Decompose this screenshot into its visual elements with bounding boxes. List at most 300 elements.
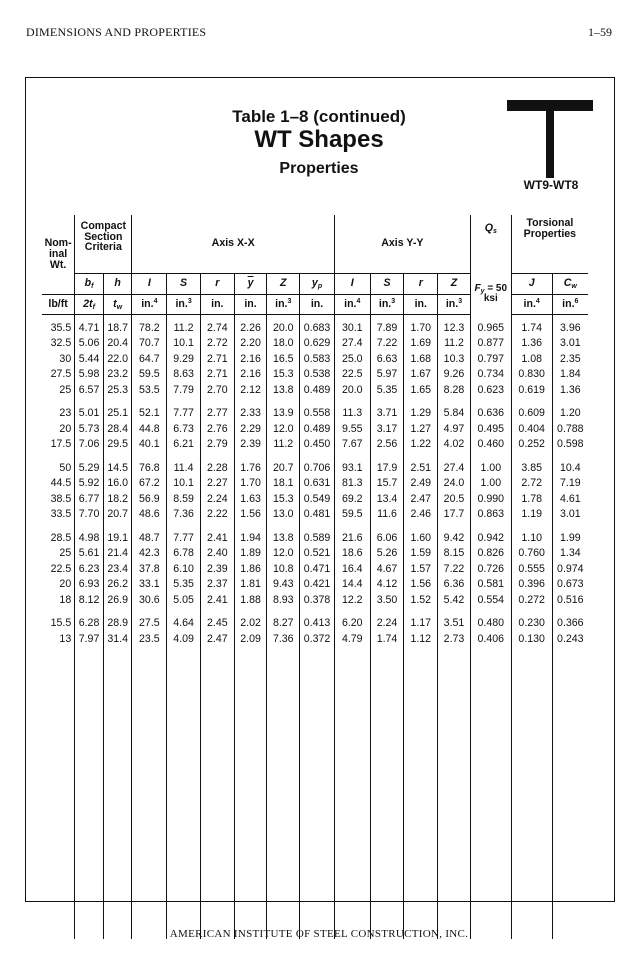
- table-cell: 21.6: [334, 531, 370, 547]
- table-cell: 2.74: [200, 321, 234, 337]
- table-cell: 7.22: [438, 562, 471, 578]
- table-cell: 0.450: [300, 437, 335, 453]
- table-cell: 8.15: [438, 546, 471, 562]
- table-cell: 11.3: [334, 406, 370, 422]
- table-cell: 5.98: [75, 367, 104, 383]
- compact-section-header: Compact Section Criteria: [75, 215, 132, 273]
- table-cell: 4.71: [75, 321, 104, 337]
- table-cell: 2.12: [234, 383, 267, 399]
- rx-symbol: r: [200, 273, 234, 294]
- table-cell: 1.27: [404, 422, 438, 438]
- table-cell: 23.2: [103, 367, 132, 383]
- table-cell: 6.10: [167, 562, 201, 578]
- table-cell: 4.98: [75, 531, 104, 547]
- table-cell: 1.86: [234, 562, 267, 578]
- table-cell: 0.538: [300, 367, 335, 383]
- table-cell: 0.130: [511, 632, 552, 648]
- j-unit: in.$^4$: [511, 294, 552, 314]
- table-cell: 0.636: [470, 406, 511, 422]
- table-cell: 20.5: [438, 492, 471, 508]
- table-cell: 16.4: [334, 562, 370, 578]
- table-cell: 27.4: [438, 461, 471, 477]
- table-cell: 2.39: [200, 562, 234, 578]
- ry-unit: in.: [404, 294, 438, 314]
- table-cell: 21.4: [103, 546, 132, 562]
- table-cell: 15.3: [267, 367, 300, 383]
- table-cell: 7.67: [334, 437, 370, 453]
- table-cell: 16.5: [267, 352, 300, 368]
- table-cell: 2.71: [200, 367, 234, 383]
- zx-unit: in.$^3$: [267, 294, 300, 314]
- sx-unit: in.$^3$: [167, 294, 201, 314]
- table-cell: 0.734: [470, 367, 511, 383]
- table-cell: 2.72: [511, 476, 552, 492]
- table-cell: 31.4: [103, 632, 132, 648]
- table-cell: 2.49: [404, 476, 438, 492]
- table-cell: 1.88: [234, 593, 267, 609]
- table-cell: 30: [59, 352, 72, 365]
- table-fill: [42, 655, 588, 939]
- table-cell: 5.35: [370, 383, 404, 399]
- table-cell: 20: [59, 422, 72, 435]
- table-cell: 3.51: [438, 616, 471, 632]
- table-cell: 25: [59, 547, 72, 560]
- table-cell: 12.0: [267, 546, 300, 562]
- table-cell: 9.43: [267, 577, 300, 593]
- table-cell: 4.09: [167, 632, 201, 648]
- zx-symbol: Z: [267, 273, 300, 294]
- table-cell: 0.583: [300, 352, 335, 368]
- table-cell: 5.26: [370, 546, 404, 562]
- table-row: [42, 546, 588, 562]
- table-cell: 28.9: [103, 616, 132, 632]
- table-cell: 2.47: [200, 632, 234, 648]
- table-cell: 0.471: [300, 562, 335, 578]
- table-cell: 17.5: [50, 438, 72, 451]
- table-cell: 0.372: [300, 632, 335, 648]
- table-cell: 5.84: [438, 406, 471, 422]
- table-cell: 0.521: [300, 546, 335, 562]
- ybar-symbol: $\overline{y}$: [234, 273, 267, 294]
- sx-symbol: S: [167, 273, 201, 294]
- j-symbol: J: [511, 273, 552, 294]
- table-cell: 6.57: [75, 383, 104, 399]
- table-cell: 44.8: [132, 422, 167, 438]
- table-cell: 2.77: [200, 406, 234, 422]
- table-cell: 13.9: [267, 406, 300, 422]
- table-cell: 20.7: [103, 507, 132, 523]
- table-cell: 1.81: [234, 577, 267, 593]
- table-cell: 2.33: [234, 406, 267, 422]
- table-cell: 2.45: [200, 616, 234, 632]
- table-cell: 2.20: [234, 336, 267, 352]
- table-cell: 2.37: [200, 577, 234, 593]
- table-cell: 6.21: [167, 437, 201, 453]
- group-spacer: [42, 608, 588, 616]
- table-cell: 13.8: [267, 383, 300, 399]
- running-head: DIMENSIONS AND PROPERTIES: [26, 25, 207, 39]
- table-cell: 0.516: [552, 593, 588, 609]
- table-cell: 1.36: [552, 383, 588, 399]
- group-spacer: [42, 647, 588, 655]
- table-cell: 14.4: [334, 577, 370, 593]
- cw-symbol: $C_w$: [552, 273, 588, 294]
- table-cell: 10.3: [438, 352, 471, 368]
- table-cell: 38.5: [50, 492, 72, 505]
- table-cell: 2.79: [200, 437, 234, 453]
- table-row: [42, 461, 588, 477]
- iy-symbol: I: [334, 273, 370, 294]
- table-cell: 18.0: [267, 336, 300, 352]
- table-cell: 0.965: [470, 321, 511, 337]
- table-cell: 2.70: [200, 383, 234, 399]
- table-cell: 1.12: [404, 632, 438, 648]
- table-cell: 6.73: [167, 422, 201, 438]
- table-row: [42, 352, 588, 368]
- table-cell: 6.20: [334, 616, 370, 632]
- table-cell: 0.406: [470, 632, 511, 648]
- bf-2tf-unit: $2t_f$: [75, 294, 104, 314]
- table-cell: 20.7: [267, 461, 300, 477]
- table-cell: 27.5: [132, 616, 167, 632]
- table-row: [42, 336, 588, 352]
- table-cell: 7.22: [370, 336, 404, 352]
- table-cell: 1.74: [370, 632, 404, 648]
- table-cell: 22.0: [103, 352, 132, 368]
- table-cell: 50: [59, 461, 72, 474]
- table-cell: 5.05: [167, 593, 201, 609]
- table-cell: 0.489: [300, 383, 335, 399]
- table-cell: 1.52: [404, 593, 438, 609]
- table-cell: 27.4: [334, 336, 370, 352]
- table-cell: 37.8: [132, 562, 167, 578]
- wt-shape-icon: [507, 100, 593, 178]
- table-cell: 7.36: [267, 632, 300, 648]
- table-cell: 1.76: [234, 461, 267, 477]
- sy-symbol: S: [370, 273, 404, 294]
- table-subtitle: Properties: [279, 160, 359, 177]
- table-cell: 7.77: [167, 531, 201, 547]
- table-cell: 1.60: [404, 531, 438, 547]
- table-cell: 33.1: [132, 577, 167, 593]
- table-cell: 1.20: [552, 406, 588, 422]
- table-row: [42, 321, 588, 337]
- table-cell: 0.797: [470, 352, 511, 368]
- table-cell: 7.06: [75, 437, 104, 453]
- wt-unit: lb/ft: [42, 294, 75, 314]
- table-cell: 0.863: [470, 507, 511, 523]
- table-cell: 2.41: [200, 593, 234, 609]
- table-cell: 8.59: [167, 492, 201, 508]
- table-cell: 0.555: [511, 562, 552, 578]
- zy-symbol: Z: [438, 273, 471, 294]
- table-cell: 0.230: [511, 616, 552, 632]
- table-body: [42, 314, 588, 939]
- table-cell: 40.1: [132, 437, 167, 453]
- table-cell: 1.56: [404, 577, 438, 593]
- table-cell: 1.19: [511, 507, 552, 523]
- table-cell: 3.96: [552, 321, 588, 337]
- table-cell: 2.24: [200, 492, 234, 508]
- table-cell: 2.16: [234, 352, 267, 368]
- table-cell: 27.5: [50, 368, 72, 381]
- table-cell: 9.29: [167, 352, 201, 368]
- table-cell: 1.57: [404, 562, 438, 578]
- table-cell: 0.589: [300, 531, 335, 547]
- table-cell: 0.877: [470, 336, 511, 352]
- table-cell: 2.16: [234, 367, 267, 383]
- table-cell: 7.70: [75, 507, 104, 523]
- group-spacer: [42, 453, 588, 461]
- table-cell: 12.3: [438, 321, 471, 337]
- table-cell: 59.5: [334, 507, 370, 523]
- table-cell: 67.2: [132, 476, 167, 492]
- table-cell: 11.2: [267, 437, 300, 453]
- table-cell: 4.61: [552, 492, 588, 508]
- axis-xx-header: Axis X-X: [132, 215, 334, 273]
- table-cell: 19.1: [103, 531, 132, 547]
- table-cell: 0.378: [300, 593, 335, 609]
- table-cell: 23.5: [132, 632, 167, 648]
- table-cell: 35.5: [50, 321, 72, 334]
- table-cell: 0.252: [511, 437, 552, 453]
- table-row: [42, 422, 588, 438]
- ix-unit: in.$^4$: [132, 294, 167, 314]
- table-cell: 8.63: [167, 367, 201, 383]
- table-cell: 0.581: [470, 577, 511, 593]
- table-cell: 22.5: [50, 562, 72, 575]
- table-cell: 4.64: [167, 616, 201, 632]
- table-cell: 70.7: [132, 336, 167, 352]
- table-cell: 20.4: [103, 336, 132, 352]
- table-cell: 2.26: [234, 321, 267, 337]
- table-cell: 78.2: [132, 321, 167, 337]
- bf-symbol: $b_f$: [75, 273, 104, 294]
- table-cell: 1.74: [511, 321, 552, 337]
- table-cell: 13.4: [370, 492, 404, 508]
- table-cell: 42.3: [132, 546, 167, 562]
- table-cell: 8.27: [267, 616, 300, 632]
- table-cell: 10.1: [167, 336, 201, 352]
- table-cell: 13.8: [267, 531, 300, 547]
- table-cell: 32.5: [50, 337, 72, 350]
- table-cell: 0.706: [300, 461, 335, 477]
- table-cell: 69.2: [334, 492, 370, 508]
- zy-unit: in.$^3$: [438, 294, 471, 314]
- table-cell: 1.84: [552, 367, 588, 383]
- table-cell: 11.4: [167, 461, 201, 477]
- table-cell: 18.7: [103, 321, 132, 337]
- table-cell: 23.4: [103, 562, 132, 578]
- table-row: [42, 437, 588, 453]
- qs-header: $Q_s$: [470, 215, 511, 273]
- table-cell: 64.7: [132, 352, 167, 368]
- table-cell: 0.489: [300, 422, 335, 438]
- table-cell: 0.623: [470, 383, 511, 399]
- table-cell: 1.70: [234, 476, 267, 492]
- table-cell: 2.51: [404, 461, 438, 477]
- table-cell: 0.826: [470, 546, 511, 562]
- table-cell: 4.67: [370, 562, 404, 578]
- table-cell: 5.29: [75, 461, 104, 477]
- table-cell: 7.19: [552, 476, 588, 492]
- table-cell: 2.35: [552, 352, 588, 368]
- table-cell: 0.673: [552, 577, 588, 593]
- table-cell: 2.28: [200, 461, 234, 477]
- table-cell: 7.36: [167, 507, 201, 523]
- table-row: [42, 577, 588, 593]
- table-cell: 18.1: [267, 476, 300, 492]
- table-cell: 1.10: [511, 531, 552, 547]
- table-cell: 29.5: [103, 437, 132, 453]
- table-cell: 1.56: [234, 507, 267, 523]
- table-cell: 17.9: [370, 461, 404, 477]
- table-cell: 25: [59, 383, 72, 396]
- table-cell: 25.3: [103, 383, 132, 399]
- table-cell: 1.00: [470, 476, 511, 492]
- table-title: Table 1–8 (continued): [232, 107, 406, 126]
- table-row: [42, 492, 588, 508]
- table-cell: 7.89: [370, 321, 404, 337]
- ry-symbol: r: [404, 273, 438, 294]
- table-cell: 0.366: [552, 616, 588, 632]
- table-cell: 1.99: [552, 531, 588, 547]
- table-cell: 5.44: [75, 352, 104, 368]
- table-cell: 0.396: [511, 577, 552, 593]
- table-cell: 0.631: [300, 476, 335, 492]
- table-cell: 1.34: [552, 546, 588, 562]
- table-cell: 48.6: [132, 507, 167, 523]
- table-cell: 6.63: [370, 352, 404, 368]
- table-cell: 13.0: [267, 507, 300, 523]
- table-cell: 0.619: [511, 383, 552, 399]
- table-cell: 9.55: [334, 422, 370, 438]
- table-cell: 15.5: [50, 617, 72, 630]
- table-cell: 10.8: [267, 562, 300, 578]
- h-symbol: h: [103, 273, 132, 294]
- table-cell: 2.22: [200, 507, 234, 523]
- table-cell: 1.65: [404, 383, 438, 399]
- table-cell: 2.02: [234, 616, 267, 632]
- table-cell: 18.6: [334, 546, 370, 562]
- table-cell: 7.79: [167, 383, 201, 399]
- table-cell: 0.598: [552, 437, 588, 453]
- table-cell: 5.61: [75, 546, 104, 562]
- table-cell: 93.1: [334, 461, 370, 477]
- table-cell: 5.35: [167, 577, 201, 593]
- group-spacer: [42, 398, 588, 406]
- table-cell: 23: [59, 407, 72, 420]
- table-cell: 33.5: [50, 508, 72, 521]
- table-cell: 2.71: [200, 352, 234, 368]
- table-cell: 2.39: [234, 437, 267, 453]
- table-cell: 2.09: [234, 632, 267, 648]
- table-cell: 9.26: [438, 367, 471, 383]
- table-cell: 26.2: [103, 577, 132, 593]
- table-cell: 11.6: [370, 507, 404, 523]
- table-cell: 10.4: [552, 461, 588, 477]
- table-cell: 1.69: [404, 336, 438, 352]
- table-cell: 5.01: [75, 406, 104, 422]
- table-cell: 2.72: [200, 336, 234, 352]
- table-cell: 0.480: [470, 616, 511, 632]
- table-cell: 0.830: [511, 367, 552, 383]
- table-cell: 2.24: [370, 616, 404, 632]
- page-number: 1–59: [588, 25, 612, 39]
- table-cell: 8.93: [267, 593, 300, 609]
- table-cell: 0.788: [552, 422, 588, 438]
- table-cell: 56.9: [132, 492, 167, 508]
- table-cell: 1.78: [511, 492, 552, 508]
- table-cell: 0.974: [552, 562, 588, 578]
- table-cell: 3.01: [552, 336, 588, 352]
- table-cell: 15.7: [370, 476, 404, 492]
- page-footer: AMERICAN INSTITUTE OF STEEL CONSTRUCTION, INC.: [169, 928, 469, 940]
- table-cell: 0.629: [300, 336, 335, 352]
- table-cell: 13: [59, 632, 72, 645]
- table-row: [42, 562, 588, 578]
- ix-symbol: I: [132, 273, 167, 294]
- table-cell: 1.17: [404, 616, 438, 632]
- table-cell: 17.7: [438, 507, 471, 523]
- table-cell: 76.8: [132, 461, 167, 477]
- table-cell: 11.2: [438, 336, 471, 352]
- table-cell: 18.2: [103, 492, 132, 508]
- table-cell: 6.93: [75, 577, 104, 593]
- table-cell: 20.0: [267, 321, 300, 337]
- table-cell: 2.29: [234, 422, 267, 438]
- sy-unit: in.$^3$: [370, 294, 404, 314]
- table-cell: 4.97: [438, 422, 471, 438]
- table-cell: 1.36: [511, 336, 552, 352]
- table-cell: 1.08: [511, 352, 552, 368]
- table-cell: 0.726: [470, 562, 511, 578]
- table-cell: 6.36: [438, 577, 471, 593]
- table-cell: 3.01: [552, 507, 588, 523]
- table-cell: 0.413: [300, 616, 335, 632]
- table-cell: 26.9: [103, 593, 132, 609]
- table-cell: 0.460: [470, 437, 511, 453]
- table-cell: 1.29: [404, 406, 438, 422]
- table-cell: 53.5: [132, 383, 167, 399]
- table-cell: 28.4: [103, 422, 132, 438]
- table-cell: 3.17: [370, 422, 404, 438]
- table-cell: 15.3: [267, 492, 300, 508]
- table-row: [42, 616, 588, 632]
- table-row: [42, 632, 588, 648]
- table-cell: 20.0: [334, 383, 370, 399]
- table-cell: 22.5: [334, 367, 370, 383]
- rx-unit: in.: [200, 294, 234, 314]
- symbol-row: [42, 273, 588, 294]
- table-cell: 2.27: [200, 476, 234, 492]
- header-group-row: [42, 215, 588, 273]
- table-row: [42, 383, 588, 399]
- shape-range-label: WT9-WT8: [523, 178, 579, 192]
- table-row: [42, 531, 588, 547]
- table-cell: 20: [59, 578, 72, 591]
- table-cell: 2.40: [200, 546, 234, 562]
- table-cell: 2.56: [370, 437, 404, 453]
- table-row: [42, 476, 588, 492]
- properties-table: [42, 215, 588, 939]
- table-cell: 6.28: [75, 616, 104, 632]
- table-cell: 5.42: [438, 593, 471, 609]
- table-cell: 0.554: [470, 593, 511, 609]
- table-cell: 25.0: [334, 352, 370, 368]
- table-cell: 9.42: [438, 531, 471, 547]
- table-row: [42, 406, 588, 422]
